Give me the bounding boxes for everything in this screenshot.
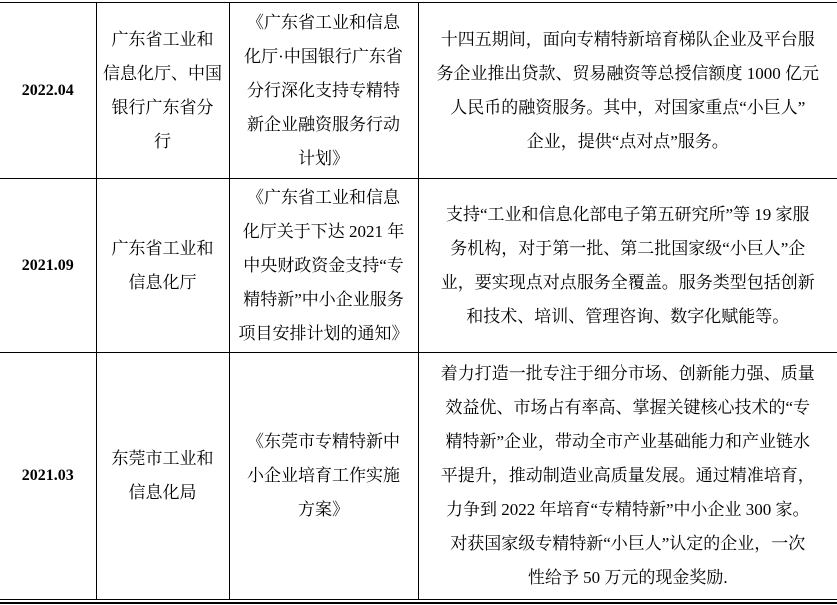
text-line: 力争到 2022 年培育“专精特新”中小企业 300 家。 xyxy=(445,500,810,519)
text-line: 项目安排计划的通知》 xyxy=(238,323,409,343)
text-line: 和技术、培训、管理咨询、数字化赋能等。 xyxy=(466,306,790,326)
issuer-cell xyxy=(96,353,229,600)
text-line: 行 xyxy=(154,131,171,151)
text-line: 化厅关于下达 2021 年 xyxy=(242,221,405,241)
table-row xyxy=(0,3,837,179)
text-line: 中央财政资金支持“专 xyxy=(243,255,404,275)
text-line: 信息化局 xyxy=(128,483,197,502)
table-row xyxy=(0,353,837,600)
text-line: 业，要实现点对点服务全覆盖。服务类型包括创新 xyxy=(440,272,815,292)
date-cell: 2021.09 xyxy=(0,179,96,353)
text-line: 人民币的融资服务。其中，对国家重点“小巨人” xyxy=(450,97,806,117)
text-line: 《东莞市专精特新中 xyxy=(247,432,400,451)
text-line: 效益优、市场占有率高、掌握关键核心技术的“专 xyxy=(445,398,811,417)
issuer-cell xyxy=(96,3,229,179)
document-title-cell xyxy=(229,3,418,179)
text-line: 精特新”企业，带动全市产业基础能力和产业链水 xyxy=(445,432,811,451)
text-line: 十四五期间，面向专精特新培育梯队企业及平台服 xyxy=(440,29,815,49)
text-line: 支持“工业和信息化部电子第五研究所”等 19 家服 xyxy=(445,204,810,224)
content-cell xyxy=(418,3,837,179)
text-line: 东莞市工业和 xyxy=(111,449,214,468)
text-line: 《广东省工业和信息 xyxy=(247,12,400,32)
text-line: 企业，提供“点对点”服务。 xyxy=(526,131,729,151)
text-line: 《广东省工业和信息 xyxy=(247,187,400,207)
text-line: 方案》 xyxy=(298,500,349,519)
text-line: 化厅·中国银行广东省 xyxy=(244,46,403,66)
text-line: 务企业推出贷款、贸易融资等总授信额度 1000 亿元 xyxy=(436,63,819,83)
text-line: 银行广东省分 xyxy=(111,97,214,117)
text-line: 信息化厅 xyxy=(128,272,197,292)
document-title-cell xyxy=(229,353,418,600)
date-cell: 2021.03 xyxy=(0,353,96,600)
text-line: 对获国家级专精特新“小巨人”认定的企业，一次 xyxy=(450,534,806,553)
text-line: 精特新”中小企业服务 xyxy=(243,289,404,309)
text-line: 性给予 50 万元的现金奖励. xyxy=(527,568,728,587)
text-line: 广东省工业和 xyxy=(111,238,214,258)
text-line: 平提升，推动制造业高质量发展。通过精准培育， xyxy=(440,466,815,485)
content-cell xyxy=(418,179,837,353)
text-line: 着力打造一批专注于细分市场、创新能力强、质量 xyxy=(440,364,815,383)
table-row xyxy=(0,179,837,353)
content-cell xyxy=(418,353,837,600)
date-cell: 2022.04 xyxy=(0,3,96,179)
text-line: 新企业融资服务行动 xyxy=(247,114,400,134)
text-line: 计划》 xyxy=(298,148,349,168)
document-title-cell xyxy=(229,179,418,353)
text-line: 小企业培育工作实施 xyxy=(247,466,400,485)
table-bottom-double-rule xyxy=(0,602,837,604)
text-line: 广东省工业和 xyxy=(111,29,214,49)
text-line: 分行深化支持专精特 xyxy=(247,80,400,100)
issuer-cell xyxy=(96,179,229,353)
text-line: 务机构，对于第一批、第二批国家级“小巨人”企 xyxy=(450,238,806,258)
policy-table xyxy=(0,2,837,600)
text-line: 信息化厅、中国 xyxy=(103,63,222,83)
